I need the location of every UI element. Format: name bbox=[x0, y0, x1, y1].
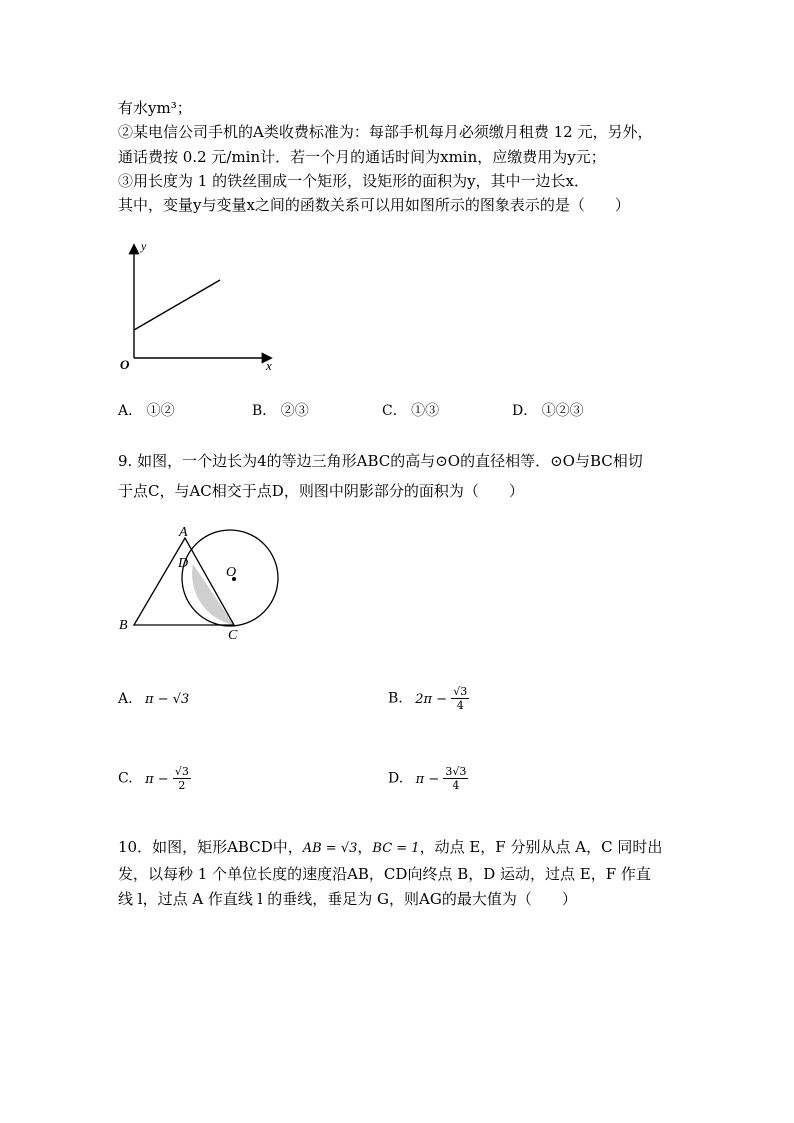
q9-option-c[interactable]: C. π − $\frac{√3}{2}$ bbox=[118, 765, 189, 792]
q8-line0: 有水ym³； bbox=[118, 99, 192, 117]
label-b: B bbox=[119, 618, 128, 633]
q8-line4: 其中，变量y与变量x之间的函数关系可以用如图所示的图象表示的是（ ） bbox=[118, 196, 630, 214]
ab-expression: AB = √3 bbox=[302, 841, 358, 856]
graph-line bbox=[134, 280, 220, 330]
q8-graph bbox=[110, 238, 280, 378]
q8-line2: 通话费按 0.2 元/min计．若一个月的通话时间为xmin，应缴费用为y元； bbox=[118, 148, 606, 166]
label-a: A bbox=[179, 525, 188, 540]
q10-line2: 发，以每秒 1 个单位长度的速度沿AB，CD向终点 B，D 运动，过点 E，F 作直 bbox=[118, 865, 651, 883]
q8-line3: ③用长度为 1 的铁丝围成一个矩形，设矩形的面积为y，其中一边长x． bbox=[118, 172, 590, 190]
q9-line2: 于点C，与AC相交于点D，则图中阴影部分的面积为（ ） bbox=[118, 482, 524, 500]
label-o: O bbox=[226, 565, 237, 580]
bc-expression: BC = 1 bbox=[372, 841, 420, 856]
q9-option-d[interactable]: D. π − $\frac{3√3}{4}$ bbox=[388, 765, 467, 792]
q10-line1: 10．如图，矩形ABCD中，AB = √3，BC = 1，动点 E，F 分别从点 A，C 同时出 bbox=[118, 838, 663, 856]
q8-option-a[interactable]: A． ①② bbox=[118, 403, 175, 419]
q9-figure bbox=[110, 520, 290, 645]
q8-option-c[interactable]: C． ①③ bbox=[382, 403, 440, 419]
q8-line1: ②某电信公司手机的A类收费标准为：每部手机每月必须缴月租费 12 元，另外， bbox=[118, 123, 653, 141]
x-axis-label: x bbox=[266, 358, 272, 373]
label-d: D bbox=[178, 556, 189, 571]
q9-option-b[interactable]: B. 2π − $\frac{√3}{4}$ bbox=[388, 685, 468, 712]
q10-line3: 线 l，过点 A 作直线 l 的垂线，垂足为 G，则AG的最大值为（ ） bbox=[118, 890, 577, 908]
q9-line1: 9. 如图，一个边长为4的等边三角形ABC的高与⊙O的直径相等．⊙O与BC相切 bbox=[118, 452, 643, 470]
origin-label: O bbox=[120, 357, 130, 372]
q8-option-b[interactable]: B． ②③ bbox=[252, 403, 309, 419]
label-c: C bbox=[228, 628, 238, 643]
q9-option-a[interactable]: A. π − √3 bbox=[118, 691, 190, 707]
y-axis-label: y bbox=[141, 239, 147, 253]
q8-option-d[interactable]: D． ①②③ bbox=[512, 403, 584, 419]
